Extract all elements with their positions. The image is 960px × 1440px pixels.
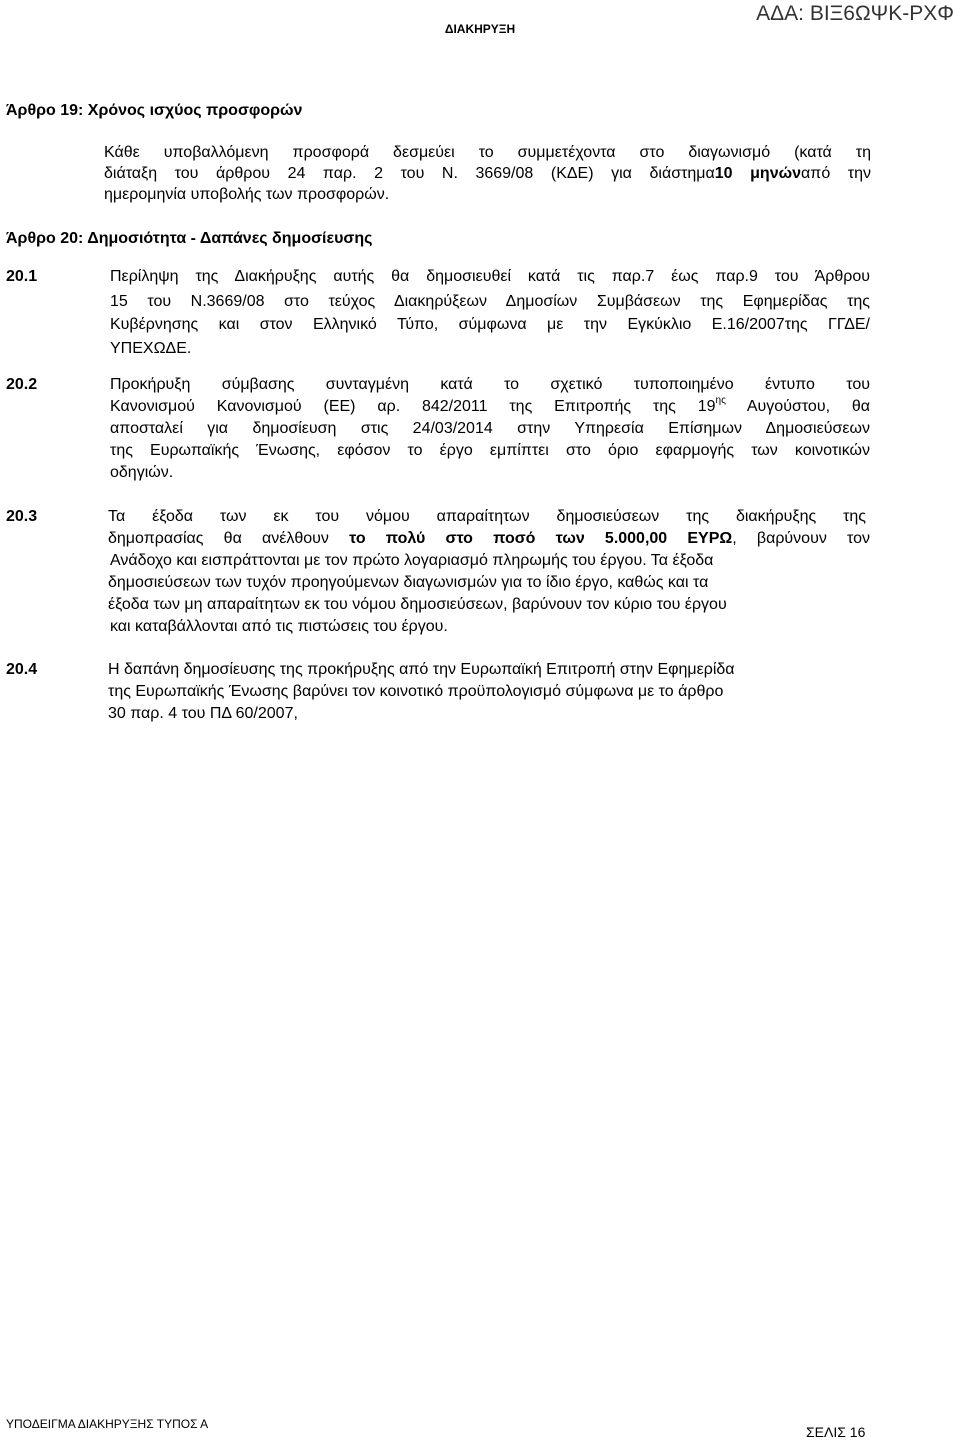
paragraph-20-2-number: 20.2	[6, 376, 38, 393]
paragraph-20-3-line-5: έξοδα των μη απαραίτητων εκ του νόμου δημοσιεύσεων, βαρύνουν τον κύριο του έργου	[108, 596, 727, 613]
paragraph-20-2-line-1: Προκήρυξη σύμβασης συνταγμένη κατά το σχετικό τυποποιημένο έντυπο του	[110, 376, 870, 393]
paragraph-20-2-line-4: της Ευρωπαϊκής Ένωσης, εφόσον το έργο εμπίπτει στο όριο εφαρμογής των κοινοτικών	[110, 442, 870, 459]
paragraph-20-1-line-4: ΥΠΕΧΩΔΕ.	[110, 340, 192, 357]
paragraph-20-2-line-2: Κανονισμού Κανονισμού (ΕΕ) αρ. 842/2011 της Επιτροπής της $19^{\eta\varsigma}$ Αυγούστου, θα	[110, 395, 870, 415]
article-19-heading: Άρθρο 19: Χρόνος ισχύος προσφορών	[6, 102, 303, 119]
superscript-ordinal: ης	[715, 395, 726, 406]
paragraph-20-4-line-3: 30 παρ. 4 του ΠΔ 60/2007,	[108, 705, 298, 722]
article-19-line-3: ημερομηνία υποβολής των προσφορών.	[104, 186, 390, 203]
paragraph-20-3-number: 20.3	[6, 508, 38, 525]
paragraph-20-3-line-6: και καταβάλλονται από τις πιστώσεις του έργου.	[110, 618, 448, 635]
amount-emphasis: το πολύ στο ποσό των 5.000,00 ΕΥΡΩ	[349, 530, 733, 547]
header-title: ΔΙΑΚΗΡΥΞΗ	[444, 22, 516, 36]
paragraph-20-1-line-2: 15 του Ν.3669/08 στο τεύχος Διακηρύξεων Δημοσίων Συμβάσεων της Εφημερίδας της	[110, 293, 870, 310]
paragraph-20-3-line-2: δημοπρασίας θα ανέλθουν το πολύ στο ποσό των 5.000,00 ΕΥΡΩ, βαρύνουν τον	[108, 530, 871, 547]
paragraph-20-1-number: 20.1	[6, 268, 38, 285]
duration-emphasis: 10 μηνών	[714, 165, 802, 182]
paragraph-20-4-line-1: Η δαπάνη δημοσίευσης της προκήρυξης από την Ευρωπαϊκή Επιτροπή στην Εφημερίδα	[108, 661, 735, 678]
paragraph-20-3-line-3: Ανάδοχο και εισπράττονται με τον πρώτο λογαριασμό πληρωμής του έργου. Τα έξοδα	[110, 552, 714, 569]
paragraph-20-4-number: 20.4	[6, 661, 38, 678]
article-19-line-1: Κάθε υποβαλλόμενη προσφορά δεσμεύει το συμμετέχοντα στο διαγωνισμό (κατά τη	[104, 144, 871, 161]
paragraph-20-1-line-3: Κυβέρνησης και στον Ελληνικό Τύπο, σύμφωνα με την Εγκύκλιο Ε.16/2007της ΓΓΔΕ/	[110, 316, 870, 333]
paragraph-20-2-line-3: αποσταλεί για δημοσίευση στις 24/03/2014 στην Υπηρεσία Επίσημων Δημοσιεύσεων	[110, 420, 870, 437]
footer-page-number: ΣΕΛΙΣ 16	[806, 1424, 866, 1440]
paragraph-20-3-line-1: Τα έξοδα των εκ του νόμου απαραίτητων δημοσιεύσεων της διακήρυξης της	[108, 508, 866, 525]
paragraph-20-3-line-4: δημοσιεύσεων των τυχόν προηγούμενων διαγωνισμών για το ίδιο έργο, καθώς και τα	[108, 574, 709, 591]
ada-code: ΑΔΑ: ΒΙΞ6ΩΨΚ-ΡΧΦ	[756, 2, 954, 25]
paragraph-20-1-line-1: Περίληψη της Διακήρυξης αυτής θα δημοσιευθεί κατά τις παρ.7 έως παρ.9 του Άρθρου	[110, 268, 870, 285]
article-19-line-2: διάταξη του άρθρου 24 παρ. 2 του Ν. 3669/08 (ΚΔΕ) για διάστημα10 μηνώναπό την	[104, 165, 872, 182]
article-20-heading: Άρθρο 20: Δημοσιότητα - Δαπάνες δημοσίευσης	[6, 230, 373, 247]
paragraph-20-4-line-2: της Ευρωπαϊκής Ένωσης βαρύνει τον κοινοτικό προϋπολογισμό σύμφωνα με το άρθρο	[108, 683, 724, 700]
paragraph-20-2-line-5: οδηγιών.	[110, 464, 174, 481]
footer-document-type: ΥΠΟΔΕΙΓΜΑ ΔΙΑΚΗΡΥΞΗΣ ΤΥΠΟΣ Α	[6, 1417, 209, 1431]
